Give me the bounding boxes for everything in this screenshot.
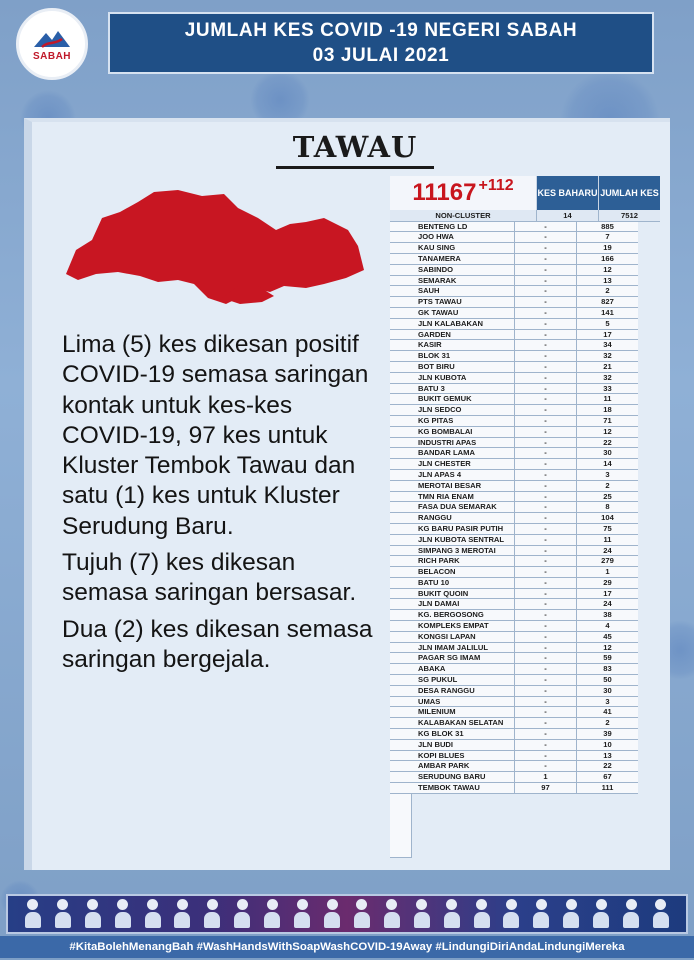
row-new-cases: - [514, 556, 576, 567]
person-icon [444, 899, 460, 929]
row-total-cases: 67 [576, 772, 638, 783]
row-new-cases: - [514, 524, 576, 535]
row-new-cases: - [514, 286, 576, 297]
row-name: BELACON [390, 567, 514, 578]
table-row [390, 470, 660, 481]
person-icon [204, 899, 220, 929]
table-row [390, 502, 660, 513]
table-row [390, 243, 660, 254]
header-title: JUMLAH KES COVID -19 NEGERI SABAH [184, 20, 578, 41]
table-row [390, 589, 660, 600]
table-row [390, 362, 660, 373]
row-new-cases: - [514, 664, 576, 675]
narrative-paragraph: Dua (2) kes dikesan semasa saringan bergejala. [62, 615, 373, 673]
row-name: JLN KUBOTA SENTRAL [390, 535, 514, 546]
row-name: SAUH [390, 286, 514, 297]
row-name: INDUSTRI APAS [390, 438, 514, 449]
row-name: JOO HWA [390, 232, 514, 243]
table-row [390, 481, 660, 492]
row-new-cases: - [514, 340, 576, 351]
table-row [390, 405, 660, 416]
table-row [390, 621, 660, 632]
person-icon [503, 899, 519, 929]
row-total-cases: 7 [576, 232, 638, 243]
total-cases-box [390, 176, 536, 210]
table-row [390, 740, 660, 751]
row-new-cases: 14 [536, 210, 598, 222]
row-total-cases: 45 [576, 632, 638, 643]
row-name: KG BOMBALAI [390, 427, 514, 438]
row-new-cases: 1 [514, 772, 576, 783]
footer-hashtags: #KitaBolehMenangBah #WashHandsWithSoapWashCOVID-19Away #LindungiDiriAndaLindungiMereka [0, 936, 694, 958]
person-icon [593, 899, 609, 929]
row-total-cases: 111 [576, 783, 638, 794]
row-name: TEMBOK TAWAU [390, 783, 514, 794]
row-total-cases: 4 [576, 621, 638, 632]
row-total-cases: 29 [576, 578, 638, 589]
row-new-cases: - [514, 589, 576, 600]
narrative-text [62, 330, 382, 681]
non-cluster-row [390, 210, 660, 222]
row-name: SEMARAK [390, 276, 514, 287]
row-name: GARDEN [390, 330, 514, 341]
row-name: KAU SING [390, 243, 514, 254]
row-name: UMAS [390, 697, 514, 708]
row-new-cases: - [514, 643, 576, 654]
row-name: JLN KALABAKAN [390, 319, 514, 330]
row-name: BOT BIRU [390, 362, 514, 373]
row-new-cases: - [514, 459, 576, 470]
row-name: RICH PARK [390, 556, 514, 567]
row-total-cases: 11 [576, 394, 638, 405]
person-icon [474, 899, 490, 929]
row-name: PTS TAWAU [390, 297, 514, 308]
person-icon [294, 899, 310, 929]
row-new-cases: - [514, 546, 576, 557]
person-icon [414, 899, 430, 929]
row-name: KASIR [390, 340, 514, 351]
sabah-logo [16, 8, 88, 80]
row-new-cases: - [514, 610, 576, 621]
row-name: KOPI BLUES [390, 751, 514, 762]
table-row [390, 556, 660, 567]
person-icon [85, 899, 101, 929]
row-total-cases: 34 [576, 340, 638, 351]
row-total-cases: 32 [576, 351, 638, 362]
table-row [390, 772, 660, 783]
row-total-cases: 2 [576, 718, 638, 729]
row-name: JLN KUBOTA [390, 373, 514, 384]
table-row [390, 394, 660, 405]
table-row [390, 632, 660, 643]
row-total-cases: 17 [576, 589, 638, 600]
row-new-cases: - [514, 697, 576, 708]
row-new-cases: - [514, 319, 576, 330]
row-name: JLN IMAM JALILUL [390, 643, 514, 654]
table-row [390, 276, 660, 287]
row-total-cases: 13 [576, 276, 638, 287]
row-total-cases: 21 [576, 362, 638, 373]
row-name: TMN RIA ENAM [390, 492, 514, 503]
row-name: AMBAR PARK [390, 761, 514, 772]
table-row [390, 697, 660, 708]
table-row [390, 427, 660, 438]
table-row [390, 546, 660, 557]
row-total-cases: 12 [576, 265, 638, 276]
header-kes-baharu: KES BAHARU [536, 176, 598, 210]
row-name: KOMPLEKS EMPAT [390, 621, 514, 632]
total-cases: 11167 [412, 179, 477, 206]
row-name: KG BARU PASIR PUTIH [390, 524, 514, 535]
mountain-logo-icon [32, 27, 72, 51]
table-row [390, 783, 660, 794]
row-total-cases: 19 [576, 243, 638, 254]
row-new-cases: - [514, 427, 576, 438]
person-icon [324, 899, 340, 929]
narrative-paragraph: Tujuh (7) kes dikesan semasa saringan bersasar. [62, 549, 357, 607]
row-total-cases: 59 [576, 653, 638, 664]
row-new-cases: - [514, 567, 576, 578]
row-name: JLN DAMAI [390, 599, 514, 610]
row-total-cases: 104 [576, 513, 638, 524]
table-row [390, 610, 660, 621]
person-icon [384, 899, 400, 929]
row-total-cases: 3 [576, 697, 638, 708]
table-row [390, 599, 660, 610]
row-total-cases: 30 [576, 686, 638, 697]
row-name: KONGSI LAPAN [390, 632, 514, 643]
row-new-cases: - [514, 535, 576, 546]
row-total-cases: 71 [576, 416, 638, 427]
row-name: SIMPANG 3 MEROTAI [390, 546, 514, 557]
row-new-cases: - [514, 438, 576, 449]
row-new-cases: - [514, 276, 576, 287]
row-new-cases: - [514, 761, 576, 772]
row-name: MILENIUM [390, 707, 514, 718]
row-name: BENTENG LD [390, 222, 514, 233]
row-total-cases: 18 [576, 405, 638, 416]
row-new-cases: - [514, 405, 576, 416]
person-icon [563, 899, 579, 929]
header-jumlah-kes: JUMLAH KES [598, 176, 660, 210]
table-row [390, 686, 660, 697]
person-icon [55, 899, 71, 929]
row-name: BUKIT QUOIN [390, 589, 514, 600]
row-new-cases: - [514, 578, 576, 589]
row-new-cases: - [514, 621, 576, 632]
row-new-cases: - [514, 653, 576, 664]
row-total-cases: 83 [576, 664, 638, 675]
person-icon [115, 899, 131, 929]
row-name: JLN SEDCO [390, 405, 514, 416]
person-icon [145, 899, 161, 929]
row-total-cases: 12 [576, 427, 638, 438]
row-name: ABAKA [390, 664, 514, 675]
row-name: JLN APAS 4 [390, 470, 514, 481]
table-row [390, 729, 660, 740]
row-name: FASA DUA SEMARAK [390, 502, 514, 513]
row-total-cases: 885 [576, 222, 638, 233]
header-date: 03 JULAI 2021 [312, 45, 450, 66]
table-row [390, 524, 660, 535]
district-title: TAWAU [276, 130, 434, 169]
table-row [390, 751, 660, 762]
row-new-cases: - [514, 222, 576, 233]
row-name: RANGGU [390, 513, 514, 524]
row-total-cases: 17 [576, 330, 638, 341]
row-name: BUKIT GEMUK [390, 394, 514, 405]
person-icon [354, 899, 370, 929]
row-total-cases: 22 [576, 438, 638, 449]
row-total-cases: 2 [576, 286, 638, 297]
row-total-cases: 13 [576, 751, 638, 762]
row-total-cases: 30 [576, 448, 638, 459]
row-total-cases: 32 [576, 373, 638, 384]
table-row [390, 297, 660, 308]
row-total-cases: 3 [576, 470, 638, 481]
table-row [390, 232, 660, 243]
row-new-cases: - [514, 297, 576, 308]
row-name: BATU 3 [390, 384, 514, 395]
table-row [390, 653, 660, 664]
person-icon [234, 899, 250, 929]
map-mainland [66, 190, 364, 304]
table-row [390, 286, 660, 297]
person-icon [653, 899, 669, 929]
row-new-cases: - [514, 675, 576, 686]
row-new-cases: - [514, 448, 576, 459]
row-total-cases: 33 [576, 384, 638, 395]
narrative-paragraph: Lima (5) kes dikesan positif COVID-19 semasa saringan kontak untuk kes-kes COVID-19, 97 kes untuk Kluster Tembok Tawau dan satu (1) kes untuk Kluster Serudung Baru. [62, 331, 369, 540]
row-name: SG PUKUL [390, 675, 514, 686]
logo-text: SABAH [32, 50, 72, 62]
table-row [390, 351, 660, 362]
table-row [390, 373, 660, 384]
row-new-cases: - [514, 243, 576, 254]
row-new-cases: - [514, 265, 576, 276]
table-row [390, 438, 660, 449]
row-new-cases: - [514, 351, 576, 362]
row-name: DESA RANGGU [390, 686, 514, 697]
row-new-cases: - [514, 470, 576, 481]
row-total-cases: 10 [576, 740, 638, 751]
table-row [390, 761, 660, 772]
row-name: BANDAR LAMA [390, 448, 514, 459]
table-row [390, 459, 660, 470]
table-row [390, 265, 660, 276]
row-name: MEROTAI BESAR [390, 481, 514, 492]
row-total-cases: 7512 [598, 210, 660, 222]
row-new-cases: - [514, 481, 576, 492]
page-header [108, 12, 654, 74]
table-row [390, 643, 660, 654]
row-total-cases: 166 [576, 254, 638, 265]
table-row [390, 535, 660, 546]
table-row [390, 664, 660, 675]
table-row [390, 330, 660, 341]
row-new-cases: - [514, 492, 576, 503]
row-name: BATU 10 [390, 578, 514, 589]
row-new-cases: - [514, 513, 576, 524]
row-new-cases: - [514, 330, 576, 341]
person-icon [623, 899, 639, 929]
row-name: KG PITAS [390, 416, 514, 427]
row-total-cases: 12 [576, 643, 638, 654]
row-total-cases: 39 [576, 729, 638, 740]
row-name: GK TAWAU [390, 308, 514, 319]
row-new-cases: - [514, 373, 576, 384]
table-row [390, 416, 660, 427]
row-total-cases: 24 [576, 546, 638, 557]
row-new-cases: - [514, 254, 576, 265]
row-total-cases: 75 [576, 524, 638, 535]
row-total-cases: 2 [576, 481, 638, 492]
row-name: JLN BUDI [390, 740, 514, 751]
row-name: TANAMERA [390, 254, 514, 265]
row-name: PAGAR SG IMAM [390, 653, 514, 664]
row-new-cases: - [514, 394, 576, 405]
person-icon [264, 899, 280, 929]
total-delta: +112 [478, 177, 514, 194]
row-new-cases: - [514, 308, 576, 319]
person-icon [25, 899, 41, 929]
table-row [390, 448, 660, 459]
row-total-cases: 41 [576, 707, 638, 718]
table-row [390, 578, 660, 589]
row-new-cases: - [514, 502, 576, 513]
table-row [390, 340, 660, 351]
row-name: NON-CLUSTER [390, 210, 536, 222]
table-row [390, 222, 660, 233]
person-icon [174, 899, 190, 929]
row-total-cases: 8 [576, 502, 638, 513]
tawau-district-map [62, 188, 366, 310]
row-new-cases: - [514, 729, 576, 740]
row-new-cases: - [514, 632, 576, 643]
row-new-cases: - [514, 707, 576, 718]
row-new-cases: - [514, 599, 576, 610]
table-row [390, 492, 660, 503]
table-row [390, 513, 660, 524]
table-row [390, 384, 660, 395]
row-new-cases: - [514, 232, 576, 243]
row-total-cases: 827 [576, 297, 638, 308]
footer-illustration [6, 894, 688, 934]
row-total-cases: 38 [576, 610, 638, 621]
row-new-cases: 97 [514, 783, 576, 794]
table-row [390, 567, 660, 578]
row-total-cases: 22 [576, 761, 638, 772]
row-total-cases: 5 [576, 319, 638, 330]
row-new-cases: - [514, 740, 576, 751]
row-name: KALABAKAN SELATAN [390, 718, 514, 729]
row-total-cases: 25 [576, 492, 638, 503]
table-row [390, 675, 660, 686]
row-new-cases: - [514, 362, 576, 373]
row-name: BLOK 31 [390, 351, 514, 362]
table-row [390, 319, 660, 330]
row-new-cases: - [514, 384, 576, 395]
table-row [390, 707, 660, 718]
row-total-cases: 24 [576, 599, 638, 610]
row-new-cases: - [514, 718, 576, 729]
row-total-cases: 14 [576, 459, 638, 470]
row-total-cases: 141 [576, 308, 638, 319]
row-total-cases: 11 [576, 535, 638, 546]
row-name: KG BLOK 31 [390, 729, 514, 740]
table-row [390, 308, 660, 319]
row-new-cases: - [514, 416, 576, 427]
person-icon [533, 899, 549, 929]
row-name: SABINDO [390, 265, 514, 276]
row-name: KG. BERGOSONG [390, 610, 514, 621]
cluster-table [390, 210, 660, 794]
row-new-cases: - [514, 686, 576, 697]
row-total-cases: 50 [576, 675, 638, 686]
table-row [390, 254, 660, 265]
table-row [390, 718, 660, 729]
row-total-cases: 1 [576, 567, 638, 578]
row-total-cases: 279 [576, 556, 638, 567]
row-name: JLN CHESTER [390, 459, 514, 470]
row-new-cases: - [514, 751, 576, 762]
row-name: SERUDUNG BARU [390, 772, 514, 783]
